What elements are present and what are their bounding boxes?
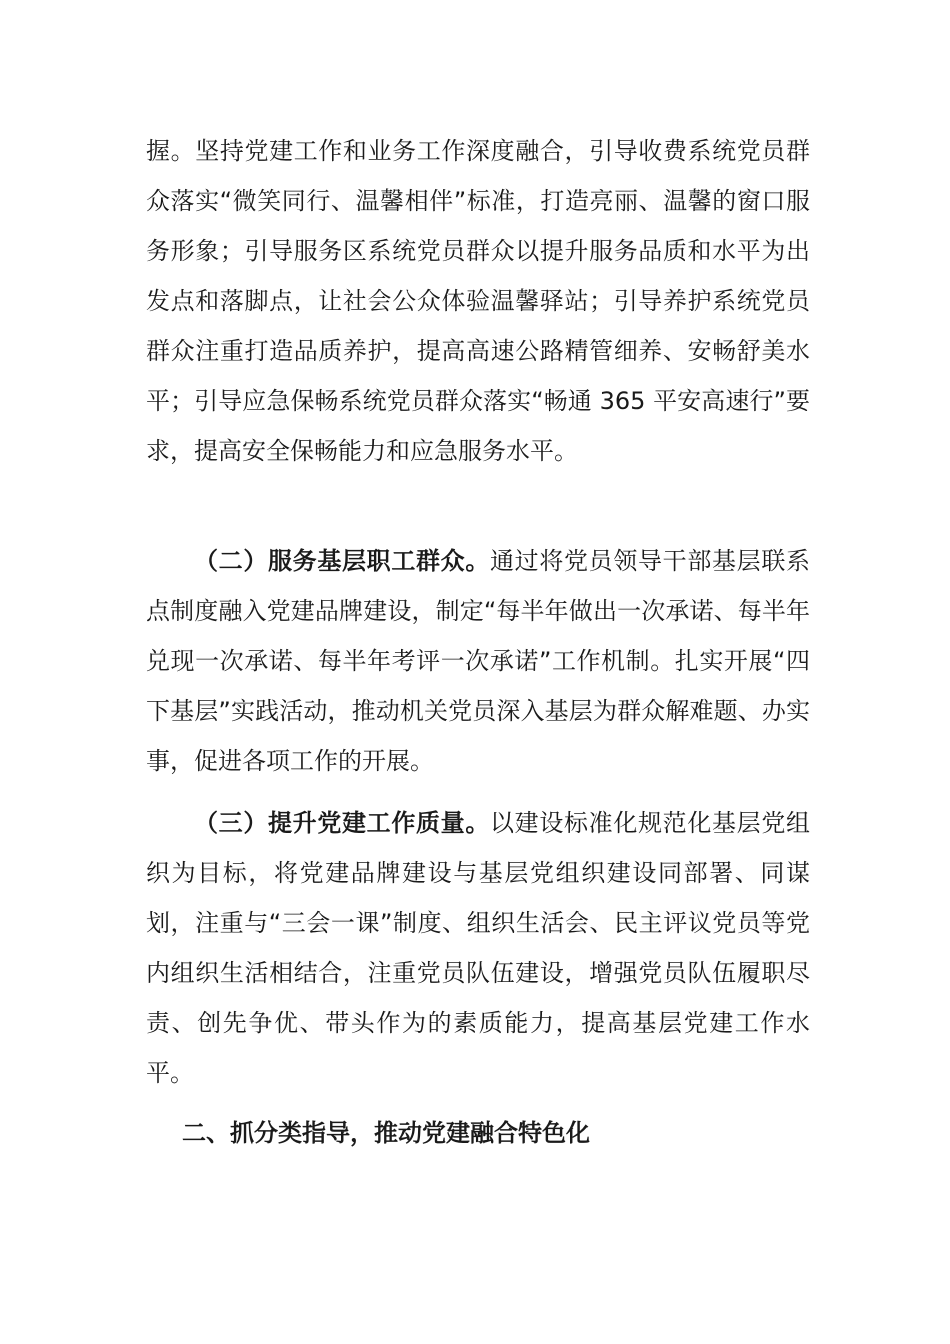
paragraph-continuation xyxy=(146,126,810,476)
paragraph-text: 通过将党员领导干部基层联系点制度融入党建品牌建设，制定“每半年做出一次承诺、每半年兑现一次承诺、每半年考评一次承诺”工作机制。扎实开展“四下基层”实践活动，推动机关党员深入基层为群众解难题、办实事，促进各项工作的开展。 xyxy=(146,547,810,775)
paragraph-text: 以建设标准化规范化基层党组织为目标，将党建品牌建设与基层党组织建设同部署、同谋划，注重与“三会一课”制度、组织生活会、民主评议党员等党内组织生活相结合，注重党员队伍建设，增强党员队伍履职尽责、创先争优、带头作为的素质能力，提高基层党建工作水平。 xyxy=(146,809,810,1087)
paragraph-serve-grassroots xyxy=(146,536,810,786)
paragraph-lead: （三）提升党建工作质量。 xyxy=(194,809,490,837)
paragraph-improve-quality xyxy=(146,798,810,1098)
section-heading: 二、抓分类指导，推动党建融合特色化 xyxy=(182,1119,590,1147)
paragraph-lead: （二）服务基层职工群众。 xyxy=(194,547,490,575)
paragraph-text: 握。坚持党建工作和业务工作深度融合，引导收费系统党员群众落实“微笑同行、温馨相伴”标准，打造亮丽、温馨的窗口服务形象；引导服务区系统党员群众以提升服务品质和水平为出发点和落脚点，让社会公众体验温馨驿站；引导养护系统党员群众注重打造品质养护，提高高速公路精管细养、安畅舒美水平；引导应急保畅系统党员群众落实“畅通 365 平安高速行”要求，提高安全保畅能力和应急服务水平。 xyxy=(146,137,810,465)
